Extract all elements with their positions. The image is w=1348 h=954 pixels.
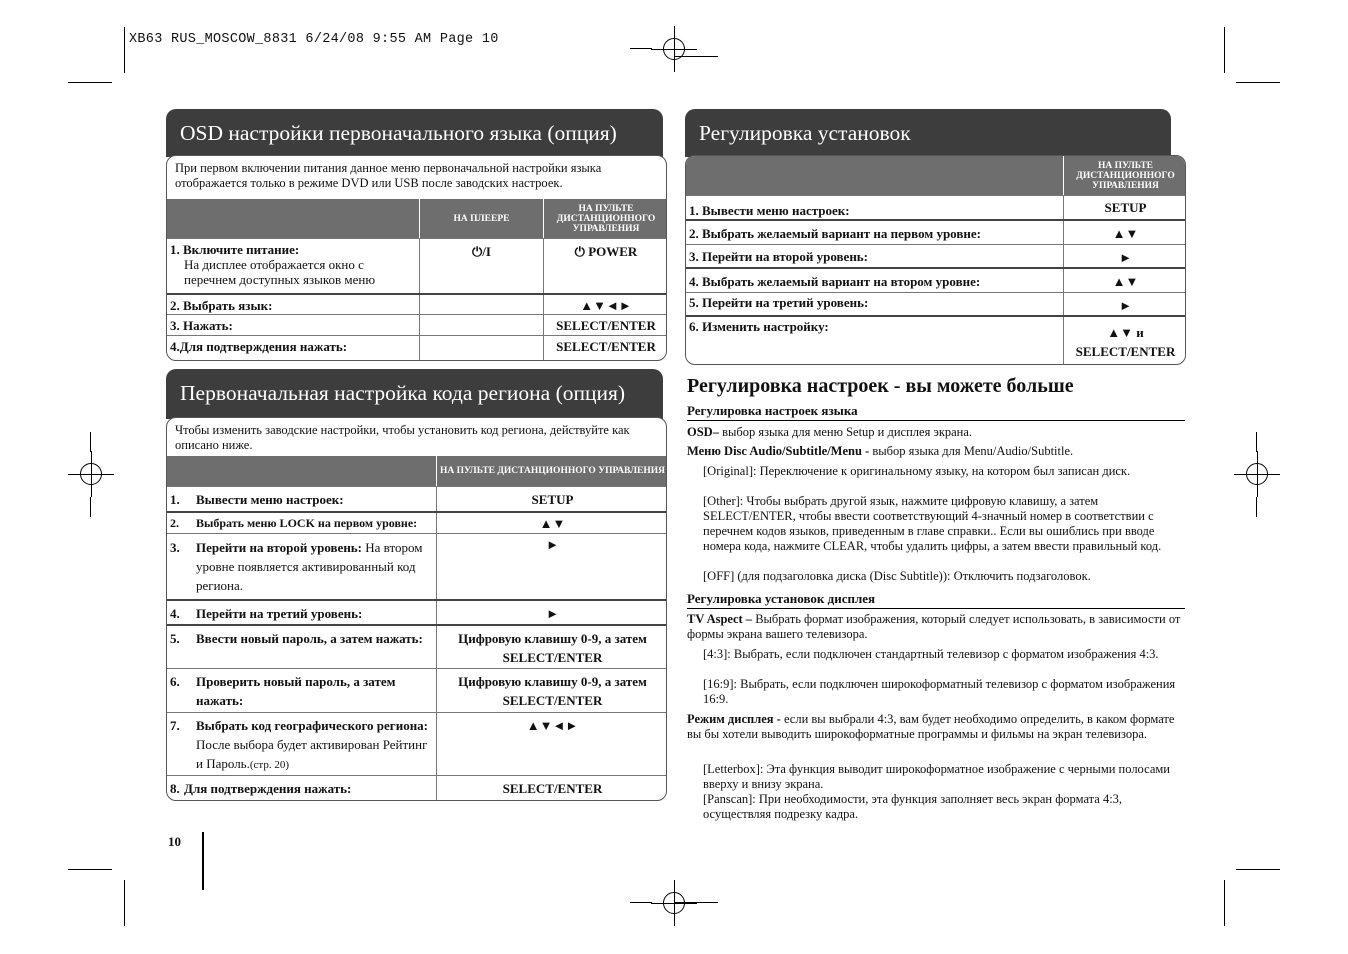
print-header: XB63 RUS_MOSCOW_8831 6/24/08 9:55 AM Page 10 xyxy=(129,32,499,47)
region-row-num: 3. xyxy=(170,540,180,555)
crop-mark xyxy=(1256,497,1257,517)
osd-text: выбор языка для меню Setup и дисплея экрана. xyxy=(718,425,973,439)
tv-text: Выбрать формат изображения, который следует использовать, в зависимости от формы экрана вашего телевизора. xyxy=(687,612,1181,641)
setup-row-remote: SELECT/ENTER xyxy=(1075,344,1176,359)
margin-rule xyxy=(202,832,204,890)
osd-header-blank xyxy=(167,199,419,238)
region-row-label: Для подтверждения нажать: xyxy=(184,781,352,796)
table-row xyxy=(167,335,666,361)
osd-title: OSD настройки первоначального языка (опция) xyxy=(166,109,663,157)
crop-mark xyxy=(124,27,125,73)
table-row xyxy=(686,219,1185,244)
region-box xyxy=(166,417,667,801)
registration-mark xyxy=(651,880,697,926)
setup-row-label: 5. Перейти на третий уровень: xyxy=(689,295,869,310)
region-title: Первоначальная настройка кода региона (опция) xyxy=(166,369,663,419)
language-heading: Регулировка настроек языка xyxy=(687,403,1185,421)
table-row xyxy=(167,238,666,293)
more-settings-title: Регулировка настроек - вы можете больше xyxy=(687,375,1074,397)
osd-box xyxy=(166,155,667,361)
region-row-num: 7. xyxy=(170,718,180,733)
setup-row-label: 3. Перейти на второй уровень: xyxy=(689,249,869,264)
table-row xyxy=(167,668,666,712)
menu-term: Меню Disc Audio/Subtitle/Menu - xyxy=(687,444,870,458)
region-row-label: Ввести новый пароль, а затем нажать: xyxy=(196,631,423,646)
tv-aspect-paragraph xyxy=(687,612,1187,642)
table-row xyxy=(167,599,666,624)
arrow-keys-icon: ▲▼◄► xyxy=(543,295,667,314)
mode-text: если вы выбрали 4:3, вам будет необходимо определить, в каком формате вы бы хотели выводить широкоформатные программы и фильмы на экран телевизора. xyxy=(687,712,1175,741)
off-option: [OFF] (для подзаголовка диска (Disc Subtitle)): Отключить подзаголовок. xyxy=(703,569,1091,583)
region-header-blank xyxy=(167,456,436,486)
osd-term: OSD– xyxy=(687,425,719,439)
arrow-keys-icon: ▲▼ xyxy=(1063,269,1186,292)
table-row xyxy=(686,292,1185,315)
crop-mark xyxy=(1256,432,1257,452)
mode-term: Режим дисплея - xyxy=(687,712,781,726)
region-col-remote: НА ПУЛЬТЕ ДИСТАНЦИОННОГО УПРАВЛЕНИЯ xyxy=(437,456,667,486)
table-row xyxy=(167,486,666,511)
crop-mark xyxy=(1236,869,1280,870)
region-row-desc: На втором уровне появляется активированный код региона. xyxy=(196,540,423,593)
arrow-keys-icon: ▲▼◄► xyxy=(436,713,667,775)
crop-mark xyxy=(630,48,652,49)
menu-paragraph xyxy=(687,444,1187,459)
setup-box xyxy=(685,155,1186,365)
region-row-num: 5. xyxy=(170,631,180,646)
region-row-label: Выбрать код географического региона: xyxy=(196,718,429,733)
crop-mark xyxy=(1224,880,1225,926)
menu-text: выбор языка для Menu/Audio/Subtitle. xyxy=(869,444,1074,458)
registration-mark xyxy=(1234,451,1280,497)
region-row-desc: После выбора будет активирован Рейтинг и Пароль. xyxy=(196,737,428,771)
setup-header-blank xyxy=(686,156,1063,195)
crop-mark xyxy=(1236,82,1280,83)
region-row-label: Перейти на третий уровень: xyxy=(196,606,363,621)
player-power-icon: ⏻/I xyxy=(419,239,543,293)
table-row xyxy=(686,244,1185,267)
setup-row-label: 6. Изменить настройку: xyxy=(689,319,829,334)
crop-mark xyxy=(90,432,91,452)
right-arrow-icon: ► xyxy=(436,534,667,599)
arrow-keys-icon: ▲▼ xyxy=(436,513,667,533)
osd-row-label: 1. Включите питание: xyxy=(170,242,300,257)
region-row-remote: SETUP xyxy=(436,487,667,511)
letterbox-option: [Letterbox]: Эта функция выводит широкоформатное изображение с черными полосами вверху и внизу экрана. xyxy=(703,762,1170,791)
table-row xyxy=(167,293,666,314)
osd-row-label: 3. Нажать: xyxy=(170,318,233,333)
remote-power-icon: ⏻ POWER xyxy=(543,239,667,293)
crop-mark xyxy=(674,56,718,57)
panscan-option: [Panscan]: При необходимости, эта функция заполняет весь экран формата 4:3, осуществляя подрезку кадра. xyxy=(703,792,1123,821)
region-row-remote: SELECT/ENTER xyxy=(436,776,667,801)
osd-row-desc: На дисплее отображается окно с перечнем доступных языков меню xyxy=(184,257,376,287)
table-row xyxy=(167,533,666,599)
setup-row-label: 2. Выбрать желаемый вариант на первом уровне: xyxy=(689,226,981,241)
region-intro: Чтобы изменить заводские настройки, чтобы установить код региона, действуйте как описано ниже. xyxy=(175,423,630,452)
table-row xyxy=(167,712,666,775)
table-row xyxy=(686,315,1185,365)
page-number: 10 xyxy=(168,834,181,849)
display-heading: Регулировка установок дисплея xyxy=(687,591,1185,609)
other-option: [Other]: Чтобы выбрать другой язык, нажмите цифровую клавишу, а затем SELECT/ENTER, чтобы ввести соответствующий 4-значный номер в соответствии с перечнем кодов языков, приведенным в главе справки.. Если вы ошиблись при вводе номера кода, нажмите CLEAR, чтобы удалить цифры, а затем ввести правильный код. xyxy=(703,494,1162,553)
osd-row-remote: SELECT/ENTER xyxy=(543,315,667,335)
right-arrow-icon: ► xyxy=(1063,293,1186,315)
crop-mark xyxy=(630,902,652,903)
region-row-remote: Цифровую клавишу 0-9, а затем SELECT/ENTER xyxy=(436,669,667,712)
table-row xyxy=(167,624,666,668)
region-row-label: Вывести меню настроек: xyxy=(196,492,344,507)
region-row-num: 2. xyxy=(170,516,179,530)
region-row-num: 4. xyxy=(170,606,180,621)
aspect-16-9-option: [16:9]: Выбрать, если подключен широкоформатный телевизор с форматом изображения 16:9. xyxy=(703,677,1176,706)
setup-title: Регулировка установок xyxy=(685,109,1171,157)
aspect-4-3-option: [4:3]: Выбрать, если подключен стандартный телевизор с форматом изображения 4:3. xyxy=(703,647,1159,661)
display-mode-paragraph xyxy=(687,712,1187,742)
region-row-remote: Цифровую клавишу 0-9, а затем SELECT/ENTER xyxy=(436,626,667,668)
table-row xyxy=(167,314,666,335)
crop-mark xyxy=(674,902,718,903)
osd-row-player xyxy=(419,336,543,361)
table-row xyxy=(686,267,1185,292)
crop-mark xyxy=(90,497,91,517)
region-row-num: 8. xyxy=(170,781,180,796)
osd-paragraph xyxy=(687,425,1187,440)
region-row-label: Выбрать меню LOCK на первом уровне: xyxy=(196,516,418,530)
osd-row-label: 4.Для подтверждения нажать: xyxy=(170,339,348,354)
right-arrow-icon: ► xyxy=(436,601,667,624)
setup-row-label: 4. Выбрать желаемый вариант на втором уровне: xyxy=(689,274,981,289)
osd-col-player: НА ПЛЕЕРЕ xyxy=(420,199,543,238)
table-row xyxy=(167,511,666,533)
registration-mark xyxy=(68,451,114,497)
registration-mark xyxy=(651,26,697,72)
table-row xyxy=(686,195,1185,219)
region-row-note: (стр. 20) xyxy=(249,759,290,771)
table-row xyxy=(167,775,666,801)
region-row-label: Перейти на второй уровень: xyxy=(196,540,363,555)
osd-row-label: 2. Выбрать язык: xyxy=(170,298,273,313)
arrow-keys-icon: ▲▼ xyxy=(1063,221,1186,244)
setup-col-remote: НА ПУЛЬТЕ ДИСТАНЦИОННОГО УПРАВЛЕНИЯ xyxy=(1064,156,1186,195)
crop-mark xyxy=(68,82,112,83)
crop-mark xyxy=(1224,27,1225,73)
region-row-label: Проверить новый пароль, а затем нажать: xyxy=(196,674,396,708)
setup-row-label: 1. Вывести меню настроек: xyxy=(689,203,850,218)
crop-mark xyxy=(124,880,125,926)
arrow-keys-icon: ▲▼ и xyxy=(1107,325,1144,340)
osd-intro: При первом включении питания данное меню первоначальной настройки языка отображается только в режиме DVD или USB после заводских настроек. xyxy=(175,161,602,190)
right-arrow-icon: ► xyxy=(1063,245,1186,267)
osd-col-remote: НА ПУЛЬТЕ ДИСТАНЦИОННОГО УПРАВЛЕНИЯ xyxy=(544,199,667,238)
osd-row-player xyxy=(419,315,543,335)
original-option: [Original]: Переключение к оригинальному языку, на котором был записан диск. xyxy=(703,464,1131,478)
region-row-num: 6. xyxy=(170,674,180,689)
osd-row-remote: SELECT/ENTER xyxy=(543,336,667,361)
osd-row-player xyxy=(419,295,543,314)
tv-term: TV Aspect – xyxy=(687,612,753,626)
region-row-num: 1. xyxy=(170,492,180,507)
setup-row-remote: SETUP xyxy=(1063,196,1186,219)
crop-mark xyxy=(68,869,112,870)
